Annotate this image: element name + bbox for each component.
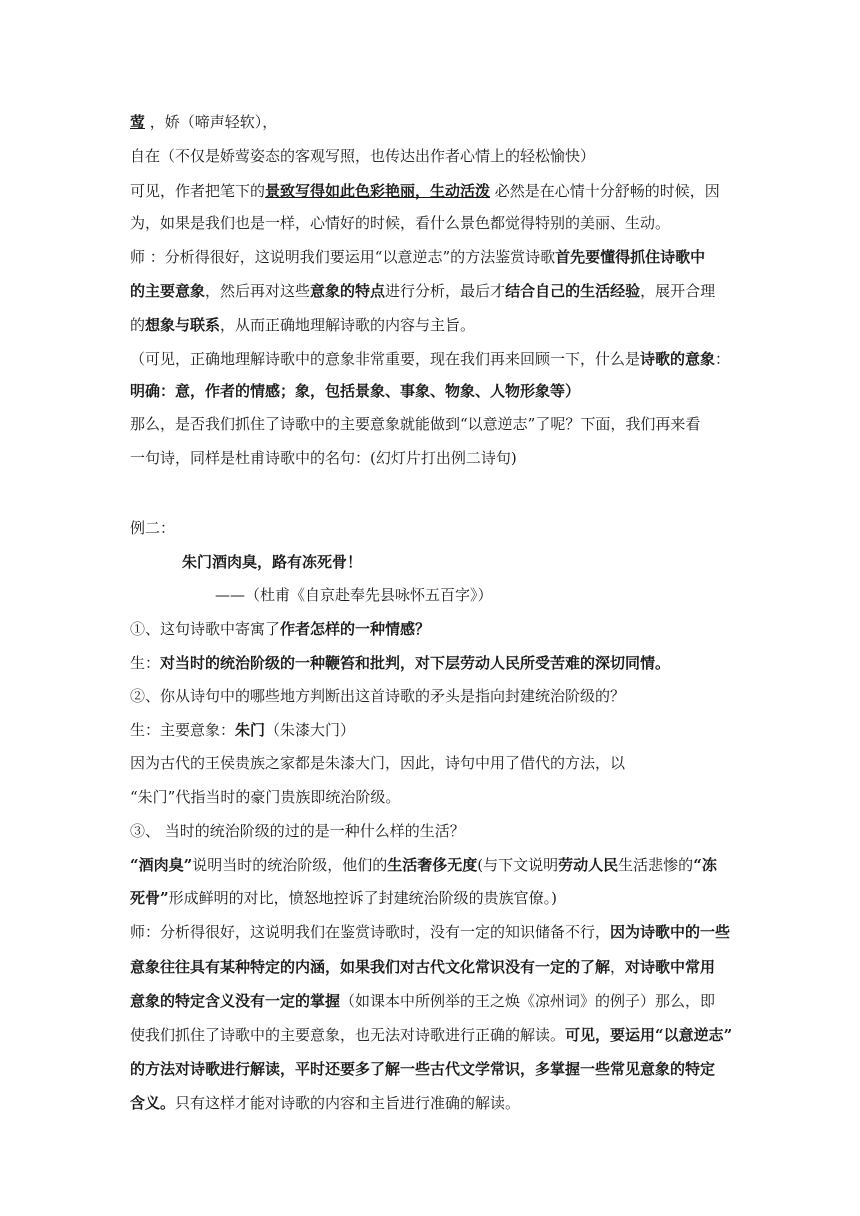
text-line xyxy=(130,315,475,335)
answer-line xyxy=(130,653,670,673)
text-line xyxy=(130,753,625,773)
text-span: 可见，作者把笔下的 xyxy=(130,182,266,200)
text-line xyxy=(130,281,715,301)
bold-text: 对诗歌中常用 xyxy=(625,958,716,976)
text-span: 使我们抓住了诗歌中的主要意象，也无法对诗歌进行正确的解读。 xyxy=(130,1026,566,1044)
bold-text: “酒肉臭” xyxy=(130,856,193,874)
text-span: 为，如果是我们也是一样，心情好的时候，看什么景色都觉得特别的美丽、生动。 xyxy=(130,214,671,232)
text-span: ，展开合理 xyxy=(640,282,716,300)
text-span: 说明当时的统治阶级，他们的 xyxy=(192,856,388,874)
text-span: 因为古代的王侯贵族之家都是朱漆大门，因此，诗句中用了借代的方法，以 xyxy=(130,754,626,772)
text-span: 自在（不仅是娇莺姿态的客观写照，也传达出作者心情上的轻松愉快） xyxy=(130,147,596,165)
bold-text: 明确：意，作者的情感；象，包括景象、事象、物象、人物形象等） xyxy=(130,382,581,400)
text-line xyxy=(130,922,730,942)
text-span: ，从而正确地理解诗歌的内容与主旨。 xyxy=(220,316,476,334)
text-span: ，然后再对这些 xyxy=(205,282,311,300)
text-span: (与下文说明 xyxy=(477,856,559,874)
bold-text: 意象的特点 xyxy=(310,282,386,300)
text-line xyxy=(130,448,517,468)
text-span: ，娇（啼声轻软）， xyxy=(145,113,278,131)
text-span: ——（杜甫《自京赴奉先县咏怀五百字》） xyxy=(215,586,493,604)
text-line xyxy=(130,957,715,977)
bold-underlined-text: 景致写得如此色彩艳丽，生动活泼 xyxy=(265,182,491,200)
bold-underlined-text: 莺 xyxy=(130,113,146,131)
bold-text: 朱门 xyxy=(235,721,266,739)
text-line xyxy=(130,1025,732,1045)
text-span: 那么，是否我们抓住了诗歌中的主要意象就能做到“以意逆志”了呢？下面，我们再来看 xyxy=(130,415,701,433)
text-line xyxy=(130,247,705,267)
answer-line xyxy=(130,720,355,740)
text-span: ： xyxy=(715,350,731,368)
text-span: ②、你从诗句中的哪些地方判断出这首诗歌的矛头是指向封建统治阶级的？ xyxy=(130,687,626,705)
text-span: ①、这句诗歌中寄寓了 xyxy=(130,620,281,638)
text-line xyxy=(130,349,730,369)
text-line xyxy=(130,381,580,401)
text-line xyxy=(130,787,400,807)
text-span: “朱门”代指当时的豪门贵族即统治阶级。 xyxy=(130,788,401,806)
bold-text: 因为诗歌中的一些 xyxy=(610,923,731,941)
text-span: 形成鲜明的对比，愤怒地控诉了封建统治阶级的贵族官僚。) xyxy=(168,889,557,907)
text-span: 师 ：分析得很好，这说明我们要运用“以意逆志”的方法鉴赏诗歌 xyxy=(130,248,556,266)
text-span: ， xyxy=(610,958,626,976)
text-line xyxy=(130,1093,520,1113)
text-span: （可见，正确地理解诗歌中的意象非常重要，现在我们再来回顾一下，什么是 xyxy=(130,350,641,368)
text-line xyxy=(130,146,595,166)
bold-text: 可见，要运用“以意逆志” xyxy=(565,1026,733,1044)
poem-line xyxy=(182,552,362,572)
bold-text: 作者怎样的一种情感？ xyxy=(280,620,431,638)
text-line xyxy=(130,112,277,132)
text-line xyxy=(130,181,720,201)
text-span: ③、 当时的统治阶级的过的是一种什么样的生活？ xyxy=(130,822,465,840)
bold-text: 的主要意象 xyxy=(130,282,206,300)
text-line xyxy=(130,888,557,908)
bold-text: 生活奢侈无度 xyxy=(387,856,478,874)
text-span: 必然是在心情十分舒畅的时候，因 xyxy=(490,182,720,200)
text-span: 的 xyxy=(130,316,146,334)
bold-text: 朱门酒肉臭，路有冻死骨！ xyxy=(182,553,363,571)
question-line xyxy=(130,619,430,639)
text-span: 生：主要意象： xyxy=(130,721,236,739)
text-span: 进行分析，最后才 xyxy=(385,282,506,300)
bold-text: 意象往往具有某种特定的内涵，如果我们对古代文化常识没有一定的了解 xyxy=(130,958,611,976)
question-line xyxy=(130,686,625,706)
text-line xyxy=(130,213,670,233)
bold-text: 诗歌的意象 xyxy=(640,350,716,368)
text-span: （朱漆大门） xyxy=(265,721,356,739)
text-span: 一句诗，同样是杜甫诗歌中的名句：(幻灯片打出例二诗句) xyxy=(130,449,517,467)
bold-text: 的方法对诗歌进行解读，平时还要多了解一些古代文学常识，多掌握一些常见意象的特定 xyxy=(130,1060,716,1078)
text-line xyxy=(130,991,715,1011)
bold-text: 对当时的统治阶级的一种鞭笞和批判，对下层劳动人民所受苦难的深切同情。 xyxy=(160,654,671,672)
text-span: 生： xyxy=(130,654,161,672)
text-span: 生活悲惨的 xyxy=(618,856,694,874)
bold-text: 想象与联系 xyxy=(145,316,221,334)
text-line xyxy=(130,414,700,434)
text-span: 例二： xyxy=(130,519,176,537)
bold-text: 结合自己的生活经验 xyxy=(505,282,641,300)
bold-text: 死骨” xyxy=(130,889,169,907)
text-span: （如课本中所例举的王之焕《凉州词》的例子）那么，即 xyxy=(340,992,716,1010)
text-span: 师：分析得很好，这说明我们在鉴赏诗歌时，没有一定的知识储备不行， xyxy=(130,923,611,941)
question-line xyxy=(130,821,465,841)
bold-text: “冻 xyxy=(693,856,717,874)
bold-text: 意象的特定含义没有一定的掌握 xyxy=(130,992,341,1010)
poem-attribution xyxy=(215,585,493,605)
example-heading xyxy=(130,518,175,538)
bold-text: 劳动人民 xyxy=(558,856,619,874)
text-line xyxy=(130,1059,715,1079)
text-span: 只有这样才能对诗歌的内容和主旨进行准确的解读。 xyxy=(175,1094,521,1112)
text-line xyxy=(130,855,717,875)
bold-text: 首先要懂得抓住诗歌中 xyxy=(555,248,706,266)
bold-text: 含义。 xyxy=(130,1094,176,1112)
